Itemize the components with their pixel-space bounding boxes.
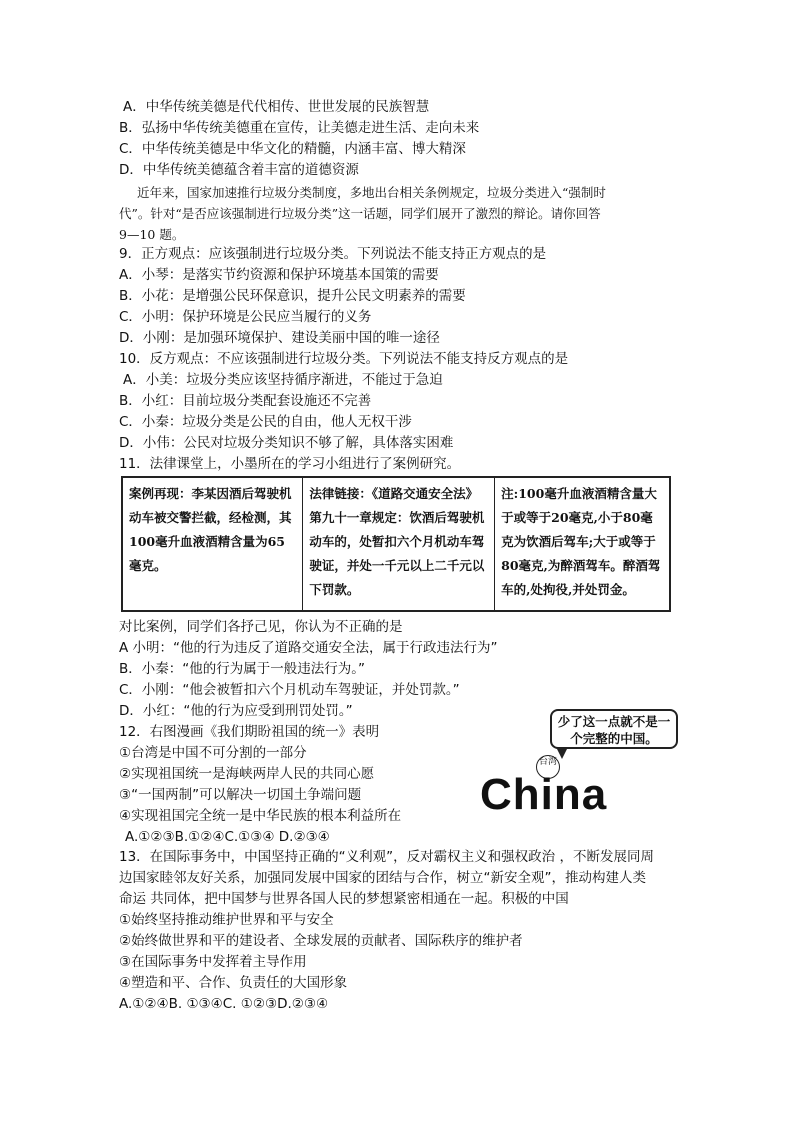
intro-line-1: 近年来，国家加速推行垃圾分类制度，多地出台相关条例规定，垃圾分类进入“强制时 (137, 185, 606, 200)
china-word: China (480, 770, 608, 819)
q11-option-a: A 小明：“他的行为违反了道路交通安全法，属于行政违法行为” (119, 640, 498, 656)
q10-stem: 10．反方观点：不应该强制进行垃圾分类。下列说法不能支持反方观点的是 (119, 351, 569, 367)
q11-prompt: 对比案例，同学们各抒己见，你认为不正确的是 (119, 619, 403, 635)
q13-stem-line-1: 13．在国际事务中，中国坚持正确的“义利观”，反对霸权主义和强权政治 ，不断发展同周 (119, 849, 654, 865)
q12-item-1: ①台湾是中国不可分割的一部分 (119, 745, 307, 761)
q13-answers: A.①②④B. ①③④C. ①②③D.②③④ (119, 996, 329, 1012)
q11-option-b: B．小秦：“他的行为属于一般违法行为。” (119, 661, 365, 677)
q11-option-c: C．小刚：“他会被暂扣六个月机动车驾驶证，并处罚款。” (119, 682, 460, 698)
case-reproduction-cell: 案例再现：李某因酒后驾驶机动车被交警拦截，经检测，其100毫升血液酒精含量为65毫克。 (122, 477, 303, 611)
speech-bubble (550, 709, 678, 749)
q13-item-1: ①始终坚持推动维护世界和平与安全 (119, 912, 334, 928)
q9-option-c: C．小明：保护环境是公民应当履行的义务 (119, 309, 372, 325)
case-table (121, 476, 671, 612)
q12-item-4: ④实现祖国完全统一是中华民族的根本利益所在 (119, 808, 402, 824)
note-cell: 注:100毫升血液酒精含量大于或等于20毫克,小于80毫克为饮酒后驾车;大于或等于80毫克,为醉酒驾车。醉酒驾车的,处拘役,并处罚金。 (495, 477, 670, 611)
q8-option-c: C．中华传统美德是中华文化的精髓，内涵丰富、博大精深 (119, 141, 466, 157)
q8-option-b: B．弘扬中华传统美德重在宣传，让美德走进生活、走向未来 (119, 120, 480, 136)
china-cartoon (478, 705, 683, 820)
law-link-cell: 法律链接：《道路交通安全法》第九十一章规定：饮酒后驾驶机动车的，处暂扣六个月机动车驾驶证，并处一千元以上二千元以下罚款。 (303, 477, 495, 611)
q9-stem: 9．正方观点：应该强制进行垃圾分类。下列说法不能支持正方观点的是 (119, 246, 547, 262)
q13-stem-line-2: 边国家睦邻友好关系，加强同发展中国家的团结与合作，树立“新安全观”，推动构建人类 (119, 870, 646, 886)
q11-option-d: D．小红：“他的行为应受到刑罚处罚。” (119, 703, 353, 719)
q10-option-b: B．小红：目前垃圾分类配套设施还不完善 (119, 393, 372, 409)
q13-item-3: ③在国际事务中发挥着主导作用 (119, 954, 307, 970)
intro-line-3: 9—10 题。 (119, 227, 185, 242)
q9-option-d: D．小刚：是加强环境保护、建设美丽中国的唯一途径 (119, 330, 440, 346)
q9-option-b: B．小花：是增强公民环保意识，提升公民文明素养的需要 (119, 288, 466, 304)
q13-item-4: ④塑造和平、合作、负责任的大国形象 (119, 975, 348, 991)
speech-bubble-tail (556, 747, 568, 759)
q10-option-c: C．小秦：垃圾分类是公民的自由，他人无权干涉 (119, 414, 412, 430)
q12-item-3: ③“一国两制”可以解决一切国土争端问题 (119, 787, 362, 803)
q12-item-2: ②实现祖国统一是海峡两岸人民的共同心愿 (119, 766, 375, 782)
q10-option-a: A．小美：垃圾分类应该坚持循序渐进，不能过于急迫 (123, 372, 443, 388)
q8-option-a: A．中华传统美德是代代相传、世世发展的民族智慧 (123, 99, 430, 115)
q13-stem-line-3: 命运 共同体，把中国梦与世界各国人民的梦想紧密相通在一起。积极的中国 (119, 891, 569, 907)
q13-item-2: ②始终做世界和平的建设者、全球发展的贡献者、国际秩序的维护者 (119, 933, 523, 949)
q8-option-d: D．中华传统美德蕴含着丰富的道德资源 (119, 162, 359, 178)
q10-option-d: D．小伟：公民对垃圾分类知识不够了解，具体落实困难 (119, 435, 454, 451)
speech-bubble-text: 少了这一点就不是一个完整的中国。 (557, 714, 671, 746)
taiwan-dot: 台湾 (536, 755, 560, 779)
q9-option-a: A．小琴：是落实节约资源和保护环境基本国策的需要 (119, 267, 439, 283)
q12-answers: A.①②③B.①②④C.①③④ D.②③④ (125, 829, 330, 845)
q11-stem: 11．法律课堂上，小墨所在的学习小组进行了案例研究。 (119, 456, 461, 472)
intro-line-2: 代”。针对“是否应该强制进行垃圾分类”这一话题，同学们展开了激烈的辩论。请你回答 (119, 206, 601, 221)
q12-stem: 12．右图漫画《我们期盼祖国的统一》表明 (119, 724, 380, 740)
